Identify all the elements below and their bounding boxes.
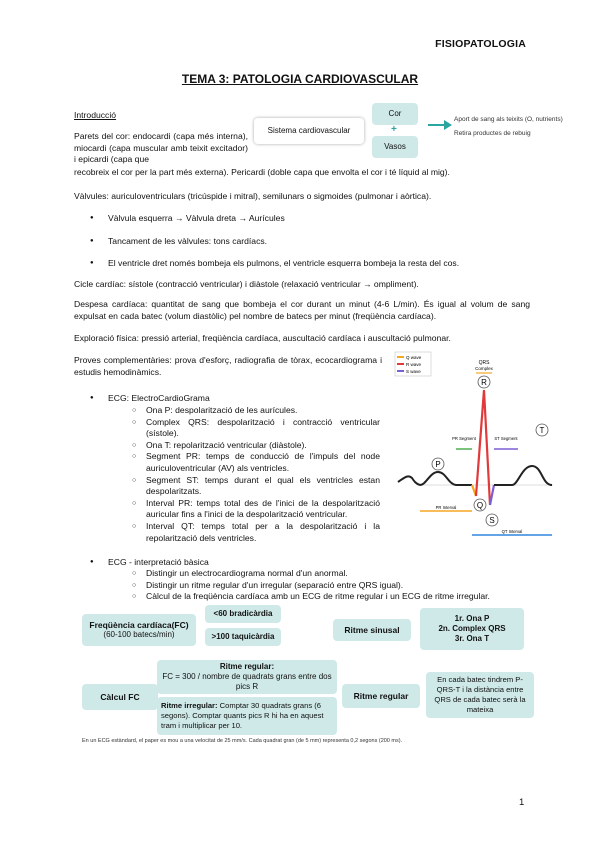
interp-label: ● ECG - interpretació bàsica bbox=[108, 557, 528, 569]
interp-items bbox=[146, 568, 536, 603]
interp-list bbox=[108, 557, 528, 569]
physical-exam-text: Exploració física: pressió arterial, freqüència cardíaca, auscultació cardíaca i auscultació pulmonar. bbox=[74, 333, 451, 343]
q-label: Q bbox=[476, 501, 484, 510]
heart-rate-range: (60-100 batecs/min) bbox=[103, 630, 175, 639]
t-label: T bbox=[539, 426, 545, 435]
irregular-calc-text: Comptar 30 quadrats grans (6 segons). Comptar quants pics R hi ha en aquest tram i multiplicar per 10. bbox=[161, 701, 324, 730]
list-item: ● Tancament de les vàlvules: tons cardíacs. bbox=[108, 236, 528, 248]
regular-calc-title: Ritme regular: bbox=[219, 662, 275, 671]
qt-interval-label: QT Interval bbox=[501, 529, 523, 534]
page-number: 1 bbox=[519, 797, 525, 808]
st-segment-label: ST Segment bbox=[494, 436, 518, 441]
heart-rate-box bbox=[82, 614, 196, 646]
irregular-calc-title: Ritme irregular: bbox=[161, 701, 218, 710]
cardiac-output-text: Despesa cardíaca: quantitat de sang que bombeja el cor durant un minut (4-6 L/min). És igual al volum de sang expulsat en cada batec (volum diastòlic) pel nombre de batecs per minut (freqüència cardíaca). bbox=[74, 299, 530, 321]
s-wave bbox=[490, 485, 494, 505]
ecg-components-list bbox=[146, 405, 380, 544]
heart-box: Cor bbox=[372, 103, 418, 125]
list-item: ○ Interval PR: temps total des de l'inici de la despolarització auricular fins a l'inici de la despolarització ventricular. bbox=[146, 498, 380, 521]
diagram-note-waste: Retira productes de rebuig bbox=[454, 130, 531, 137]
s-label: S bbox=[489, 516, 495, 525]
pr-segment-label: PR Segment bbox=[452, 436, 476, 441]
list-item: ○ Ona P: despolarització de les aurícules. bbox=[146, 405, 380, 417]
arrow-icon bbox=[428, 118, 452, 132]
list-item: ● Vàlvula esquerra → Vàlvula dreta → Aurícules bbox=[108, 213, 528, 225]
vessels-box: Vasos bbox=[372, 136, 418, 158]
r-wave bbox=[476, 390, 490, 505]
ecg-list bbox=[108, 393, 380, 405]
heart-rate-title: Freqüència cardíaca(FC) bbox=[89, 620, 189, 630]
list-item: ● El ventricle dret només bombeja els pulmons, el ventricle esquerra bombeja la resta del cos. bbox=[108, 258, 528, 270]
qrs-sub-label: Complex bbox=[475, 366, 493, 371]
diagram-note-supply: Aport de sang als teixits (O, nutrients) bbox=[454, 116, 563, 123]
cardiovascular-system-box: Sistema cardiovascular bbox=[254, 118, 364, 144]
regular-rhythm-desc-box: En cada batec tindrem P-QRS-T i la distància entre QRS de cada batec serà la mateixa bbox=[426, 672, 534, 718]
list-item: ○ Càlcul de la freqüència cardíaca amb un ECG de ritme regular i un ECG de ritme irregular. bbox=[146, 591, 536, 603]
complementary-tests-text: Proves complementàries: prova d'esforç, radiografia de tòrax, ecocardiograma i estudis hemodinàmics. bbox=[74, 355, 382, 377]
sinus-step-2: 2n. Complex QRS bbox=[438, 624, 506, 633]
subject-header: FISIOPATOLOGIA bbox=[435, 38, 526, 50]
sinus-step-1: 1r. Ona P bbox=[454, 614, 490, 623]
valves-list bbox=[108, 213, 528, 270]
regular-rhythm-box: Ritme regular bbox=[342, 684, 420, 708]
hr-calc-box: Càlcul FC bbox=[82, 684, 158, 710]
list-item: ○ Segment PR: temps de conducció de l'impuls del node auriculoventricular (AV) als ventricles. bbox=[146, 451, 380, 474]
list-item: ○ Segment ST: temps durant el qual els ventricles estan despolaritzats. bbox=[146, 475, 380, 498]
legend-s-wave: S wave bbox=[406, 369, 421, 374]
regular-calc-text: FC = 300 / nombre de quadrats grans entre dos pics R bbox=[162, 672, 332, 691]
intro-heading: Introducció bbox=[74, 110, 117, 120]
regular-rhythm-calc-box bbox=[157, 660, 337, 694]
sinus-rhythm-box: Ritme sinusal bbox=[333, 619, 411, 641]
list-item: ○ Interval QT: temps total per a la despolarització i la repolarització dels ventricles. bbox=[146, 521, 380, 544]
qrs-label: QRS bbox=[478, 360, 490, 366]
page-title: TEMA 3: PATOLOGIA CARDIOVASCULAR bbox=[181, 72, 419, 86]
r-label: R bbox=[481, 378, 487, 387]
ecg-label: ● ECG: ElectroCardioGrama bbox=[108, 393, 380, 405]
sinus-step-3: 3r. Ona T bbox=[454, 634, 490, 643]
plus-sign: + bbox=[391, 124, 397, 135]
pr-interval-label: PR Interval bbox=[435, 505, 457, 510]
legend-q-wave: Q wave bbox=[406, 355, 422, 360]
p-wave bbox=[420, 472, 472, 485]
list-item: ○ Ona T: repolarització ventricular (diàstole). bbox=[146, 440, 380, 452]
p-label: P bbox=[435, 460, 441, 469]
valves-text: Vàlvules: auriculoventriculars (tricúspide i mitral), semilunars o sigmoides (pulmonar i aòrtica). bbox=[74, 191, 432, 201]
list-item: ○ Distingir un ritme regular d'un irregular (separació entre QRS igual). bbox=[146, 580, 536, 592]
intro-pericardium-text: recobreix el cor per la part més externa). Pericardi (doble capa que envolta el cor i té líquid al mig). bbox=[74, 167, 450, 177]
irregular-rhythm-calc-box bbox=[157, 697, 337, 735]
t-wave bbox=[494, 466, 552, 485]
legend-r-wave: R wave bbox=[406, 362, 422, 367]
bradycardia-box: <60 bradicàrdia bbox=[205, 605, 281, 623]
pre-wave bbox=[398, 476, 420, 485]
ecg-footnote: En un ECG estàndard, el paper es mou a una velocitat de 25 mm/s. Cada quadrat gran (de 5 mm) representa 0,2 segons (200 ms). bbox=[82, 738, 403, 744]
list-item: ○ Distingir un electrocardiograma normal d'un anormal. bbox=[146, 568, 536, 580]
ecg-diagram bbox=[390, 350, 558, 546]
sinus-sequence-box bbox=[420, 608, 524, 650]
intro-walls-text: Parets del cor: endocardi (capa més interna), miocardi (capa muscular amb teixit excitador) i epicardi (capa que bbox=[74, 131, 248, 165]
tachycardia-box: >100 taquicàrdia bbox=[205, 628, 281, 646]
cardiac-cycle-text: Cicle cardíac: sístole (contracció ventricular) i diàstole (relaxació ventricular → ompliment). bbox=[74, 279, 419, 289]
list-item: ○ Complex QRS: despolarització i contracció ventricular (sístole). bbox=[146, 417, 380, 440]
